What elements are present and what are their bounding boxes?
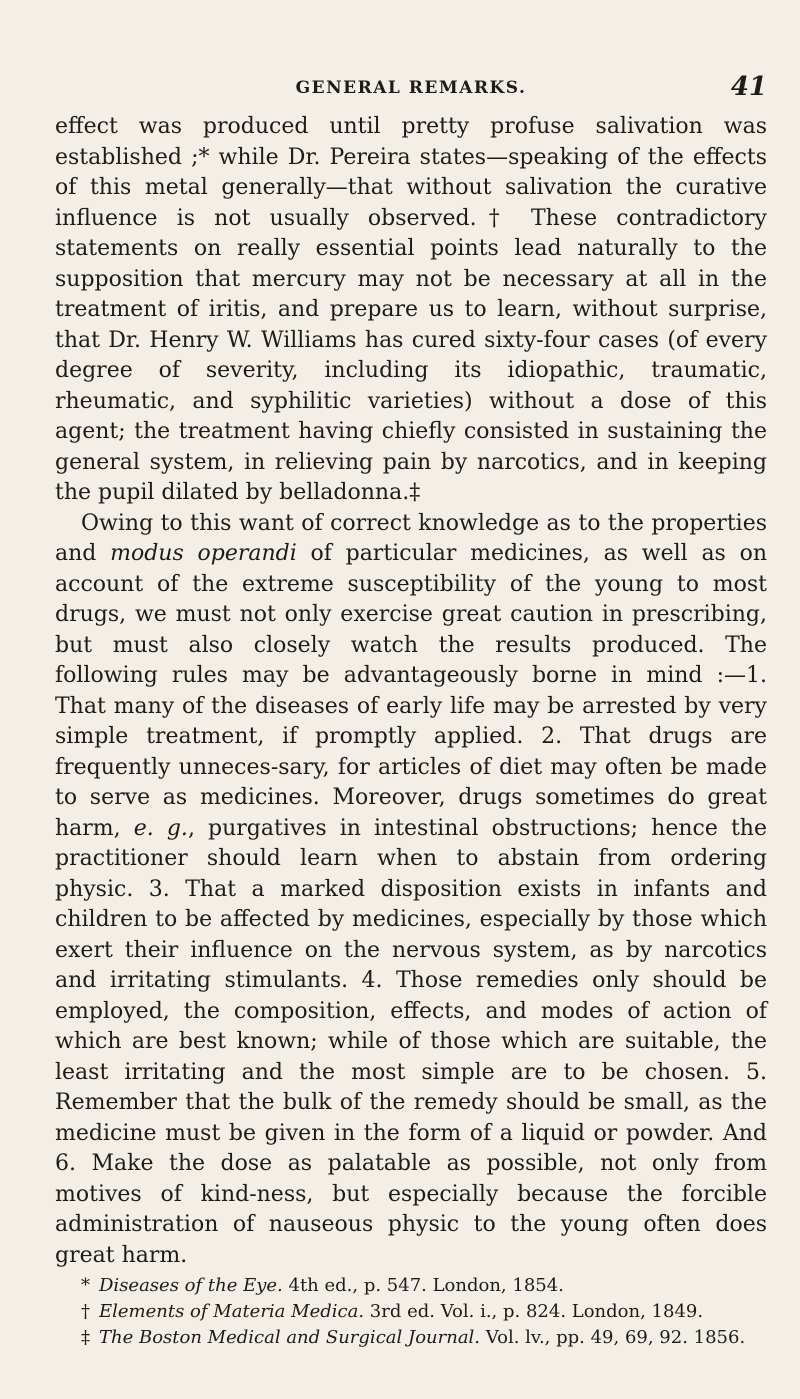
footnote-citation: Vol. lv., pp. 49, 69, 92. 1856. <box>480 1327 746 1348</box>
paragraph-2-text-1: Owing to this want of correct knowledge as to the properties and <box>55 510 767 566</box>
footnote-2 <box>81 1299 767 1325</box>
paragraph-2-text-3: , purgatives in intestinal obstructions; hence the practitioner should learn when to abstain from ordering physic. 3. That a marked disposition exists in infants and children to be affected by medicines, especially by those which exert their influence on the nervous system, as by narcotics and irritating stimulants. 4. Those remedies only should be employed, the composition, effects, and modes of action of which are best known; while of those which are suitable, the least irritating and the most simple are to be chosen. 5. Remember that the bulk of the remedy should be small, as the medicine must be given in the form of a liquid or powder. And 6. Make the dose as palatable as possible, not only from motives of kind-ness, but especially because the forcible administration of nauseous physic to the young often does great harm. <box>55 815 767 1268</box>
footnote-mark: † <box>81 1301 90 1322</box>
page-number: 41 <box>730 72 767 102</box>
paragraph-2 <box>55 509 767 1272</box>
paragraph-2-italic-1: modus operandi <box>110 541 297 566</box>
running-head: GENERAL REMARKS. <box>295 78 527 98</box>
body-text <box>55 112 767 1271</box>
footnote-title: Diseases of the Eye. <box>99 1275 283 1296</box>
paragraph-1 <box>55 112 767 509</box>
footnote-title: Elements of Materia Medica. <box>99 1301 365 1322</box>
footnote-mark: * <box>81 1275 90 1296</box>
paragraph-2-italic-2: e. g. <box>133 815 188 841</box>
page-header <box>55 60 767 100</box>
book-page <box>55 60 767 1351</box>
footnote-citation: 4th ed., p. 547. London, 1854. <box>282 1275 564 1296</box>
footnote-3 <box>81 1325 767 1351</box>
footnotes <box>55 1273 767 1351</box>
paragraph-1-text: effect was produced until pretty profuse salivation was established ;* while Dr. Pereira states—speaking of the effects of this metal generally—that without salivation the curative influence is not usually observed.† These contradictory statements on really essential points lead naturally to the supposition that mercury may not be necessary at all in the treatment of iritis, and prepare us to learn, without surprise, that Dr. Henry W. Williams has cured sixty-four cases (of every degree of severity, including its idiopathic, traumatic, rheumatic, and syphilitic varieties) without a dose of this agent; the treatment having chiefly consisted in sustaining the general system, in relieving pain by narcotics, and in keeping the pupil dilated by belladonna.‡ <box>55 114 767 505</box>
paragraph-2-text-2: of particular medicines, as well as on account of the extreme susceptibility of the young to most drugs, we must not only exercise great caution in prescribing, but must also closely watch the results produced. The following rules may be advantageously borne in mind :—1. That many of the diseases of early life may be arrested by very simple treatment, if promptly applied. 2. That drugs are frequently unneces-sary, for articles of diet may often be made to serve as medicines. Moreover, drugs sometimes do great harm, <box>55 541 767 841</box>
footnote-mark: ‡ <box>81 1327 90 1348</box>
footnote-1 <box>81 1273 767 1299</box>
footnote-title: The Boston Medical and Surgical Journal. <box>99 1327 481 1348</box>
footnote-citation: 3rd ed. Vol. i., p. 824. London, 1849. <box>364 1301 704 1322</box>
